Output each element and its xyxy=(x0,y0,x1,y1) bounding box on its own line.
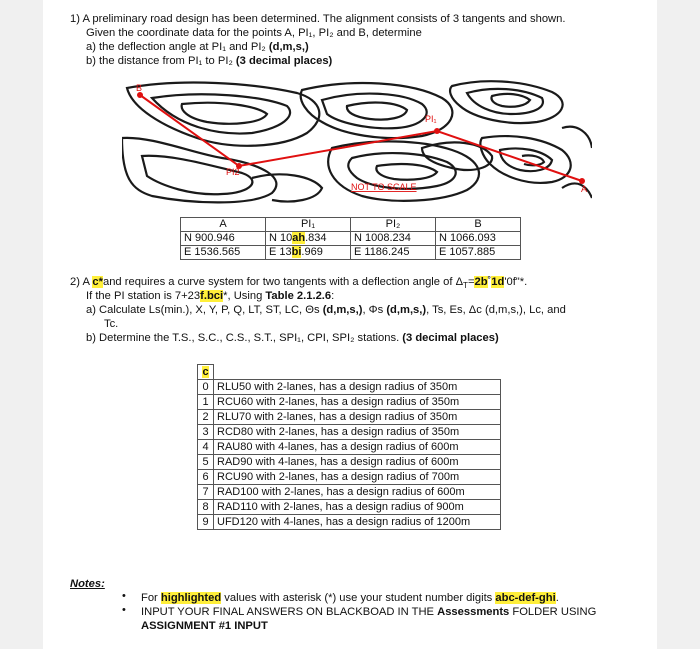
header-c: c xyxy=(198,365,214,380)
header-pi1: PI₁ xyxy=(266,218,351,232)
header-b: B xyxy=(436,218,521,232)
right-margin xyxy=(657,0,700,649)
table-row: 8 RAD110 with 2-lanes, has a design radius of 900m xyxy=(198,500,501,515)
header-pi2: PI₂ xyxy=(351,218,436,232)
table-row: 0 RLU50 with 2-lanes, has a design radius of 350m xyxy=(198,380,501,395)
label-pi1: PI₁ xyxy=(425,114,437,124)
road-table-header xyxy=(198,365,501,380)
north-row xyxy=(181,232,521,246)
table-row: 6 RCU90 with 2-lanes, has a design radius of 700m xyxy=(198,470,501,485)
cell-a-east: E 1536.565 xyxy=(181,246,266,260)
q2-line1: 2) A c*and requires a curve system for two tangents with a deflection angle of $\Delta_T=2b˚1d'0f"*$. xyxy=(70,276,528,291)
bullet-icon: • xyxy=(122,604,126,616)
label-pi2: PI2 xyxy=(226,167,240,177)
scale-note: NOT TO SCALE xyxy=(351,182,417,192)
q1-part-a: a) the deflection angle at PI₁ and PI₂ (d,m,s,) xyxy=(86,41,309,53)
q2-part-a-cont: Tc. xyxy=(104,318,119,330)
cell-pi1-north: N 10ah.834 xyxy=(266,232,351,246)
notes-title: Notes: xyxy=(70,578,105,590)
notes-bullet-2: INPUT YOUR FINAL ANSWERS ON BLACKBOAD IN THE Assessments FOLDER USING xyxy=(141,606,597,618)
label-b: B xyxy=(136,83,143,93)
table-row: 7 RAD100 with 2-lanes, has a design radius of 600m xyxy=(198,485,501,500)
cell-pi1-east: E 13bi.969 xyxy=(266,246,351,260)
q2-part-a: a) Calculate Ls(min.), X, Y, P, Q, LT, ST, LC, Θs (d,m,s,), Φs (d,m,s,), Ts, Es, Δc (d,m,s,), Lc, and xyxy=(86,304,566,316)
notes-bullet-2-cont: ASSIGNMENT #1 INPUT xyxy=(141,620,268,632)
cell-pi2-north: N 1008.234 xyxy=(351,232,436,246)
q2-part-b: b) Determine the T.S., S.C., C.S., S.T., SPI₁, CPI, SPI₂ stations. (3 decimal places) xyxy=(86,332,499,344)
header-a: A xyxy=(181,218,266,232)
table-row: 9 UFD120 with 4-lanes, has a design radius of 1200m xyxy=(198,515,501,530)
table-row: 3 RCD80 with 2-lanes, has a design radius of 350m xyxy=(198,425,501,440)
notes-bullet-1: For highlighted values with asterisk (*) use your student number digits abc-def-ghi. xyxy=(141,592,559,604)
contour-map xyxy=(122,78,592,206)
label-a: A xyxy=(581,184,588,194)
coordinate-table xyxy=(180,217,521,260)
bullet-icon: • xyxy=(122,590,126,602)
coordinate-header-row xyxy=(181,218,521,232)
q1-part-b: b) the distance from PI₁ to PI₂ (3 decimal places) xyxy=(86,55,333,67)
q1-line1: 1) A preliminary road design has been determined. The alignment consists of 3 tangents and shown. xyxy=(70,13,566,25)
table-row: 1 RCU60 with 2-lanes, has a design radius of 350m xyxy=(198,395,501,410)
cell-b-north: N 1066.093 xyxy=(436,232,521,246)
table-row: 5 RAD90 with 4-lanes, has a design radius of 600m xyxy=(198,455,501,470)
cell-b-east: E 1057.885 xyxy=(436,246,521,260)
cell-a-north: N 900.946 xyxy=(181,232,266,246)
east-row xyxy=(181,246,521,260)
left-margin xyxy=(0,0,43,649)
table-row: 2 RLU70 with 2-lanes, has a design radius of 350m xyxy=(198,410,501,425)
point-pi1 xyxy=(434,128,440,134)
q2-line2: If the PI station is 7+23f.bci*, Using Table 2.1.2.6: xyxy=(86,290,335,302)
q1-line2: Given the coordinate data for the points A, PI₁, PI₂ and B, determine xyxy=(86,27,422,39)
road-design-table xyxy=(197,364,501,530)
table-row: 4 RAU80 with 4-lanes, has a design radius of 600m xyxy=(198,440,501,455)
cell-pi2-east: E 1186.245 xyxy=(351,246,436,260)
